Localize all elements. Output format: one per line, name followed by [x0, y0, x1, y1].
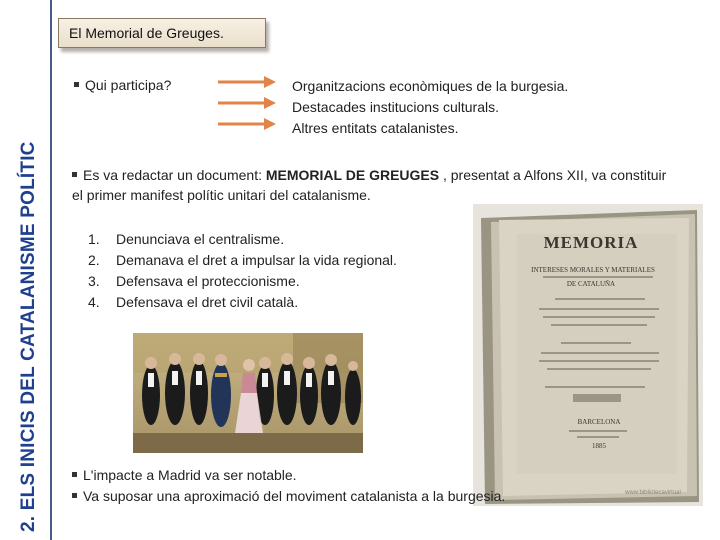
list-text: Defensava el proteccionisme.	[116, 273, 300, 289]
book-cover-watermark: www.bibliotecavirtual	[625, 490, 681, 496]
paragraph-post: , presentat a Alfons XII, va constituir el primer manifest polític unitari del catalanisme.	[72, 167, 667, 203]
list-item	[88, 273, 300, 289]
participants-question	[74, 77, 171, 93]
book-cover-region: DE CATALUÑA	[566, 280, 616, 288]
participants-question-text: Qui participa?	[85, 77, 172, 93]
arrow-right-icon	[218, 118, 276, 130]
list-item	[88, 294, 298, 310]
conclusion-item	[72, 488, 505, 504]
participant-item: Organitzacions econòmiques de la burgesia.	[292, 78, 569, 94]
book-cover-year: 1885	[592, 442, 606, 450]
arrow-right-icon	[218, 76, 276, 88]
bullet-square-icon	[72, 493, 77, 498]
list-number: 1.	[88, 231, 100, 247]
conclusion-text: L'impacte a Madrid va ser notable.	[83, 467, 297, 483]
list-number: 3.	[88, 273, 100, 289]
book-cover-subtitle: INTERESES MORALES Y MATERIALES	[531, 266, 655, 274]
conclusion-item	[72, 467, 297, 483]
book-cover-title: MEMORIA	[543, 233, 639, 252]
list-text: Demanava el dret a impulsar la vida regional.	[116, 252, 397, 268]
book-cover-city: BARCELONA	[577, 418, 621, 426]
bullet-square-icon	[72, 472, 77, 477]
arrow-right-icon	[218, 97, 276, 109]
paragraph-pre: Es va redactar un document:	[83, 167, 266, 183]
list-item	[88, 252, 397, 268]
bullet-square-icon	[74, 82, 79, 87]
list-text: Denunciava el centralisme.	[116, 231, 285, 247]
list-number: 4.	[88, 294, 100, 310]
sidebar-title: 2. ELS INICIS DEL CATALANISME POLÍTIC	[18, 141, 39, 532]
sidebar	[0, 0, 56, 540]
page-title: El Memorial de Greuges.	[69, 25, 224, 41]
memorial-book-cover	[473, 204, 703, 506]
list-text: Defensava el dret civil català.	[116, 294, 299, 310]
participant-item: Altres entitats catalanistes.	[292, 120, 459, 136]
conclusion-text: Va suposar una aproximació del moviment catalanista a la burgesia.	[83, 488, 506, 504]
bullet-square-icon	[72, 172, 77, 177]
participant-item: Destacades institucions culturals.	[292, 99, 499, 115]
document-paragraph	[72, 165, 672, 205]
presentation-illustration	[133, 333, 363, 453]
memorial-title: MEMORIAL DE GREUGES	[265, 167, 440, 183]
sidebar-divider	[50, 0, 52, 540]
list-item	[88, 231, 284, 247]
list-number: 2.	[88, 252, 100, 268]
title-box	[58, 18, 266, 48]
